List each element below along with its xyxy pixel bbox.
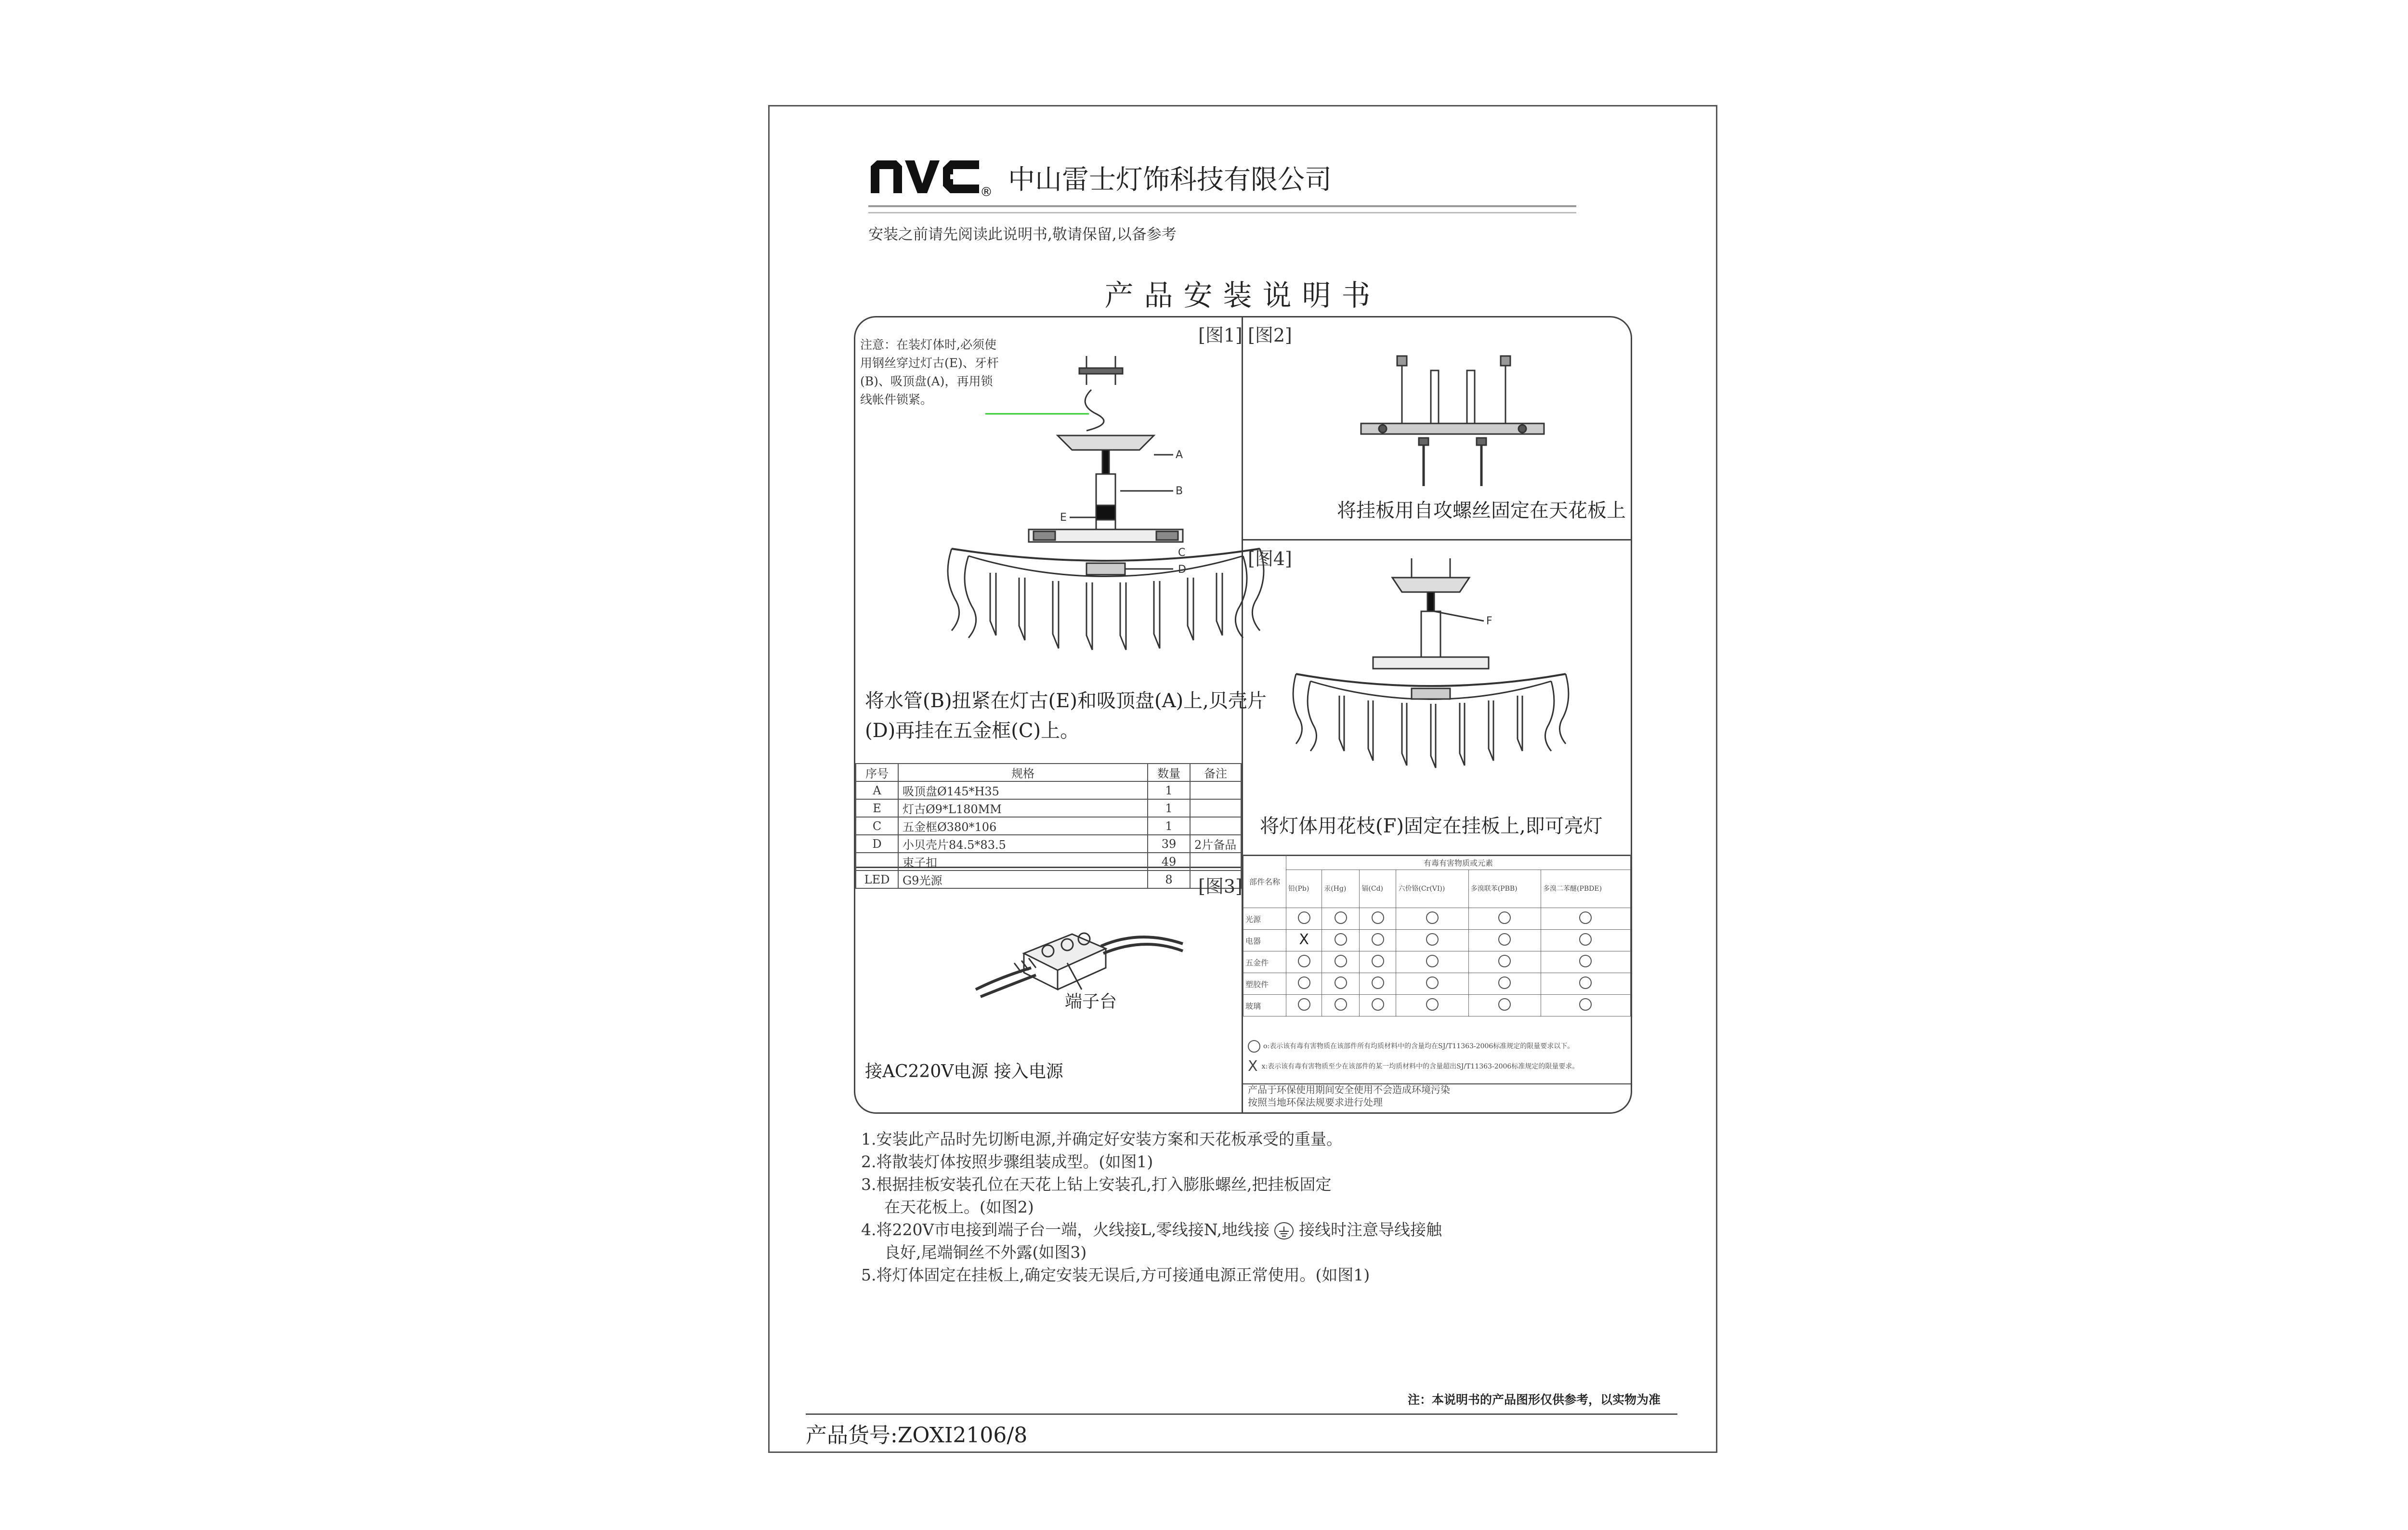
fig4-installed-chandelier-diagram [1286, 558, 1599, 809]
installation-steps [861, 1128, 1442, 1286]
table-row: 塑胶件 [1243, 973, 1631, 995]
circle-icon [1579, 976, 1592, 989]
fig4-label: [图4] [1248, 548, 1292, 569]
table-row: 五金件 [1243, 951, 1631, 973]
circle-icon [1248, 1040, 1260, 1053]
parts-table [855, 763, 1242, 889]
circle-icon [1335, 911, 1347, 924]
ground-symbol-icon [1274, 1222, 1294, 1240]
svg-text:E: E [1060, 512, 1067, 524]
table-row: 束子扣 49 [856, 853, 1241, 871]
svg-text:C: C [1178, 547, 1186, 559]
circle-icon [1426, 976, 1439, 989]
environmental-statement: 产品于环保使用期间安全使用不会造成环境污染 按照当地环保法规要求进行处理 [1248, 1084, 1450, 1108]
table-row: A 吸顶盘Ø145*H35 1 [856, 781, 1241, 799]
cross-icon: X [1248, 1058, 1258, 1075]
circle-icon [1372, 911, 1384, 924]
circle-icon [1372, 933, 1384, 946]
step-3: 3.根据挂板安装孔位在天花上钻上安装孔,打入膨胀螺丝,把挂板固定 [861, 1175, 1332, 1194]
footer-divider [806, 1413, 1677, 1415]
circle-icon [1498, 911, 1511, 924]
step-3-cont: 在天花板上。(如图2) [884, 1198, 1034, 1216]
fig3-terminal-block-diagram [913, 891, 1183, 1021]
hazard-legend-x: Xx:表示该有毒有害物质至少在该部件的某一均质材料中的含量超出SJ/T11363-2006标准规定的限量要求。 [1248, 1058, 1579, 1075]
circle-icon [1579, 933, 1592, 946]
circle-icon [1498, 976, 1511, 989]
circle-icon [1335, 955, 1347, 967]
footnote: 注：本说明书的产品图形仅供参考，以实物为准 [1407, 1393, 1661, 1407]
svg-text:B: B [1176, 485, 1183, 497]
circle-icon [1298, 976, 1310, 989]
table-row: D 小贝壳片84.5*83.5 39 2片备品 [856, 835, 1241, 853]
circle-icon [1372, 998, 1384, 1011]
instruction-sheet [768, 105, 1717, 1453]
fig1-warning: 注意：在装灯体时,必须使用钢丝穿过灯古(E)、牙杆(B)、吸顶盘(A)，再用锁线帐件锁紧。 [860, 338, 999, 407]
circle-icon [1498, 955, 1511, 967]
step-2: 2.将散装灯体按照步骤组装成型。(如图1) [861, 1152, 1153, 1171]
parts-table-header: 序号 规格 数量 备注 [856, 764, 1241, 781]
hazard-legend-o: o:表示该有毒有害物质在该部件所有均质材料中的含量均在SJ/T11363-2006标准规定的限量要求以下。 [1248, 1040, 1623, 1053]
step-4: 4.将220V市电接到端子台一端，火线接L,零线接N,地线接 接线时注意导线接触 [861, 1220, 1442, 1239]
figures-panel [854, 316, 1632, 1114]
step-4-cont: 良好,尾端铜丝不外露(如图3) [884, 1243, 1087, 1262]
circle-icon [1372, 955, 1384, 967]
fig4-caption: 将灯体用花枝(F)固定在挂板上,即可亮灯 [1260, 815, 1603, 837]
circle-icon [1426, 911, 1439, 924]
hazard-part-header: 部件名称 [1243, 855, 1286, 908]
header-divider [868, 205, 1576, 213]
circle-icon [1372, 976, 1384, 989]
fig1-chandelier-diagram [913, 346, 1202, 655]
circle-icon [1335, 998, 1347, 1011]
circle-icon [1498, 933, 1511, 946]
circle-icon [1335, 976, 1347, 989]
fig2-mounting-plate-diagram [1351, 346, 1554, 491]
svg-text:A: A [1176, 449, 1183, 461]
table-row: 玻璃 [1243, 995, 1631, 1016]
table-row: E 灯古Ø9*L180MM 1 [856, 799, 1241, 817]
circle-icon [1579, 955, 1592, 967]
reading-notice: 安装之前请先阅读此说明书,敬请保留,以备参考 [868, 226, 1177, 243]
table-row: C 五金框Ø380*106 1 [856, 817, 1241, 835]
svg-text:®: ® [980, 185, 993, 199]
cross-icon: X [1299, 931, 1309, 948]
circle-icon [1298, 955, 1310, 967]
circle-icon [1579, 911, 1592, 924]
fig3-caption: 接AC220V电源 接入电源 [865, 1062, 1063, 1082]
circle-icon [1579, 998, 1592, 1011]
product-number: 产品货号:ZOXI2106/8 [806, 1423, 1028, 1448]
step-1: 1.安装此产品时先切断电源,并确定好安装方案和天花板承受的重量。 [861, 1130, 1342, 1148]
fig2-caption: 将挂板用自攻螺丝固定在天花板上 [1337, 500, 1626, 522]
fig3-label: [图3] [1198, 876, 1243, 897]
svg-text:F: F [1486, 615, 1492, 627]
circle-icon [1298, 998, 1310, 1011]
table-row: LED G9光源 8 [856, 871, 1241, 888]
circle-icon [1298, 911, 1310, 924]
table-row: 光源 [1243, 908, 1631, 930]
panel-divider-fig2 [1243, 539, 1631, 541]
hazard-table-title: 有毒有害物质或元素 [1286, 855, 1631, 870]
circle-icon [1426, 933, 1439, 946]
terminal-block-label: 端子台 [1065, 992, 1117, 1012]
step-5: 5.将灯体固定在挂板上,确定安装无误后,方可接通电源正常使用。(如图1) [861, 1266, 1370, 1284]
circle-icon [1426, 955, 1439, 967]
hazardous-substance-table: 部件名称 有毒有害物质或元素 铅(Pb) 汞(Hg) 镉(Cd) 六价铬(Cr(VI)) 多溴联苯(PBB) 多溴二苯醚(PBDE) 光源 电器 X 五金件 塑胶件 玻璃 [1243, 855, 1631, 1016]
document-title: 产品安装说明书 [1104, 279, 1381, 313]
company-name: 中山雷士灯饰科技有限公司 [1008, 164, 1332, 196]
fig2-label: [图2] [1248, 325, 1292, 346]
fig1-caption: 将水管(B)扭紧在灯古(E)和吸顶盘(A)上,贝壳片 (D)再挂在五金框(C)上。 [865, 690, 1267, 742]
circle-icon [1335, 933, 1347, 946]
nvc-logo-icon [868, 156, 993, 199]
circle-icon [1426, 998, 1439, 1011]
circle-icon [1498, 998, 1511, 1011]
svg-text:D: D [1178, 564, 1186, 576]
fig1-label: [图1] [1198, 325, 1243, 346]
table-row: 电器 X [1243, 930, 1631, 951]
